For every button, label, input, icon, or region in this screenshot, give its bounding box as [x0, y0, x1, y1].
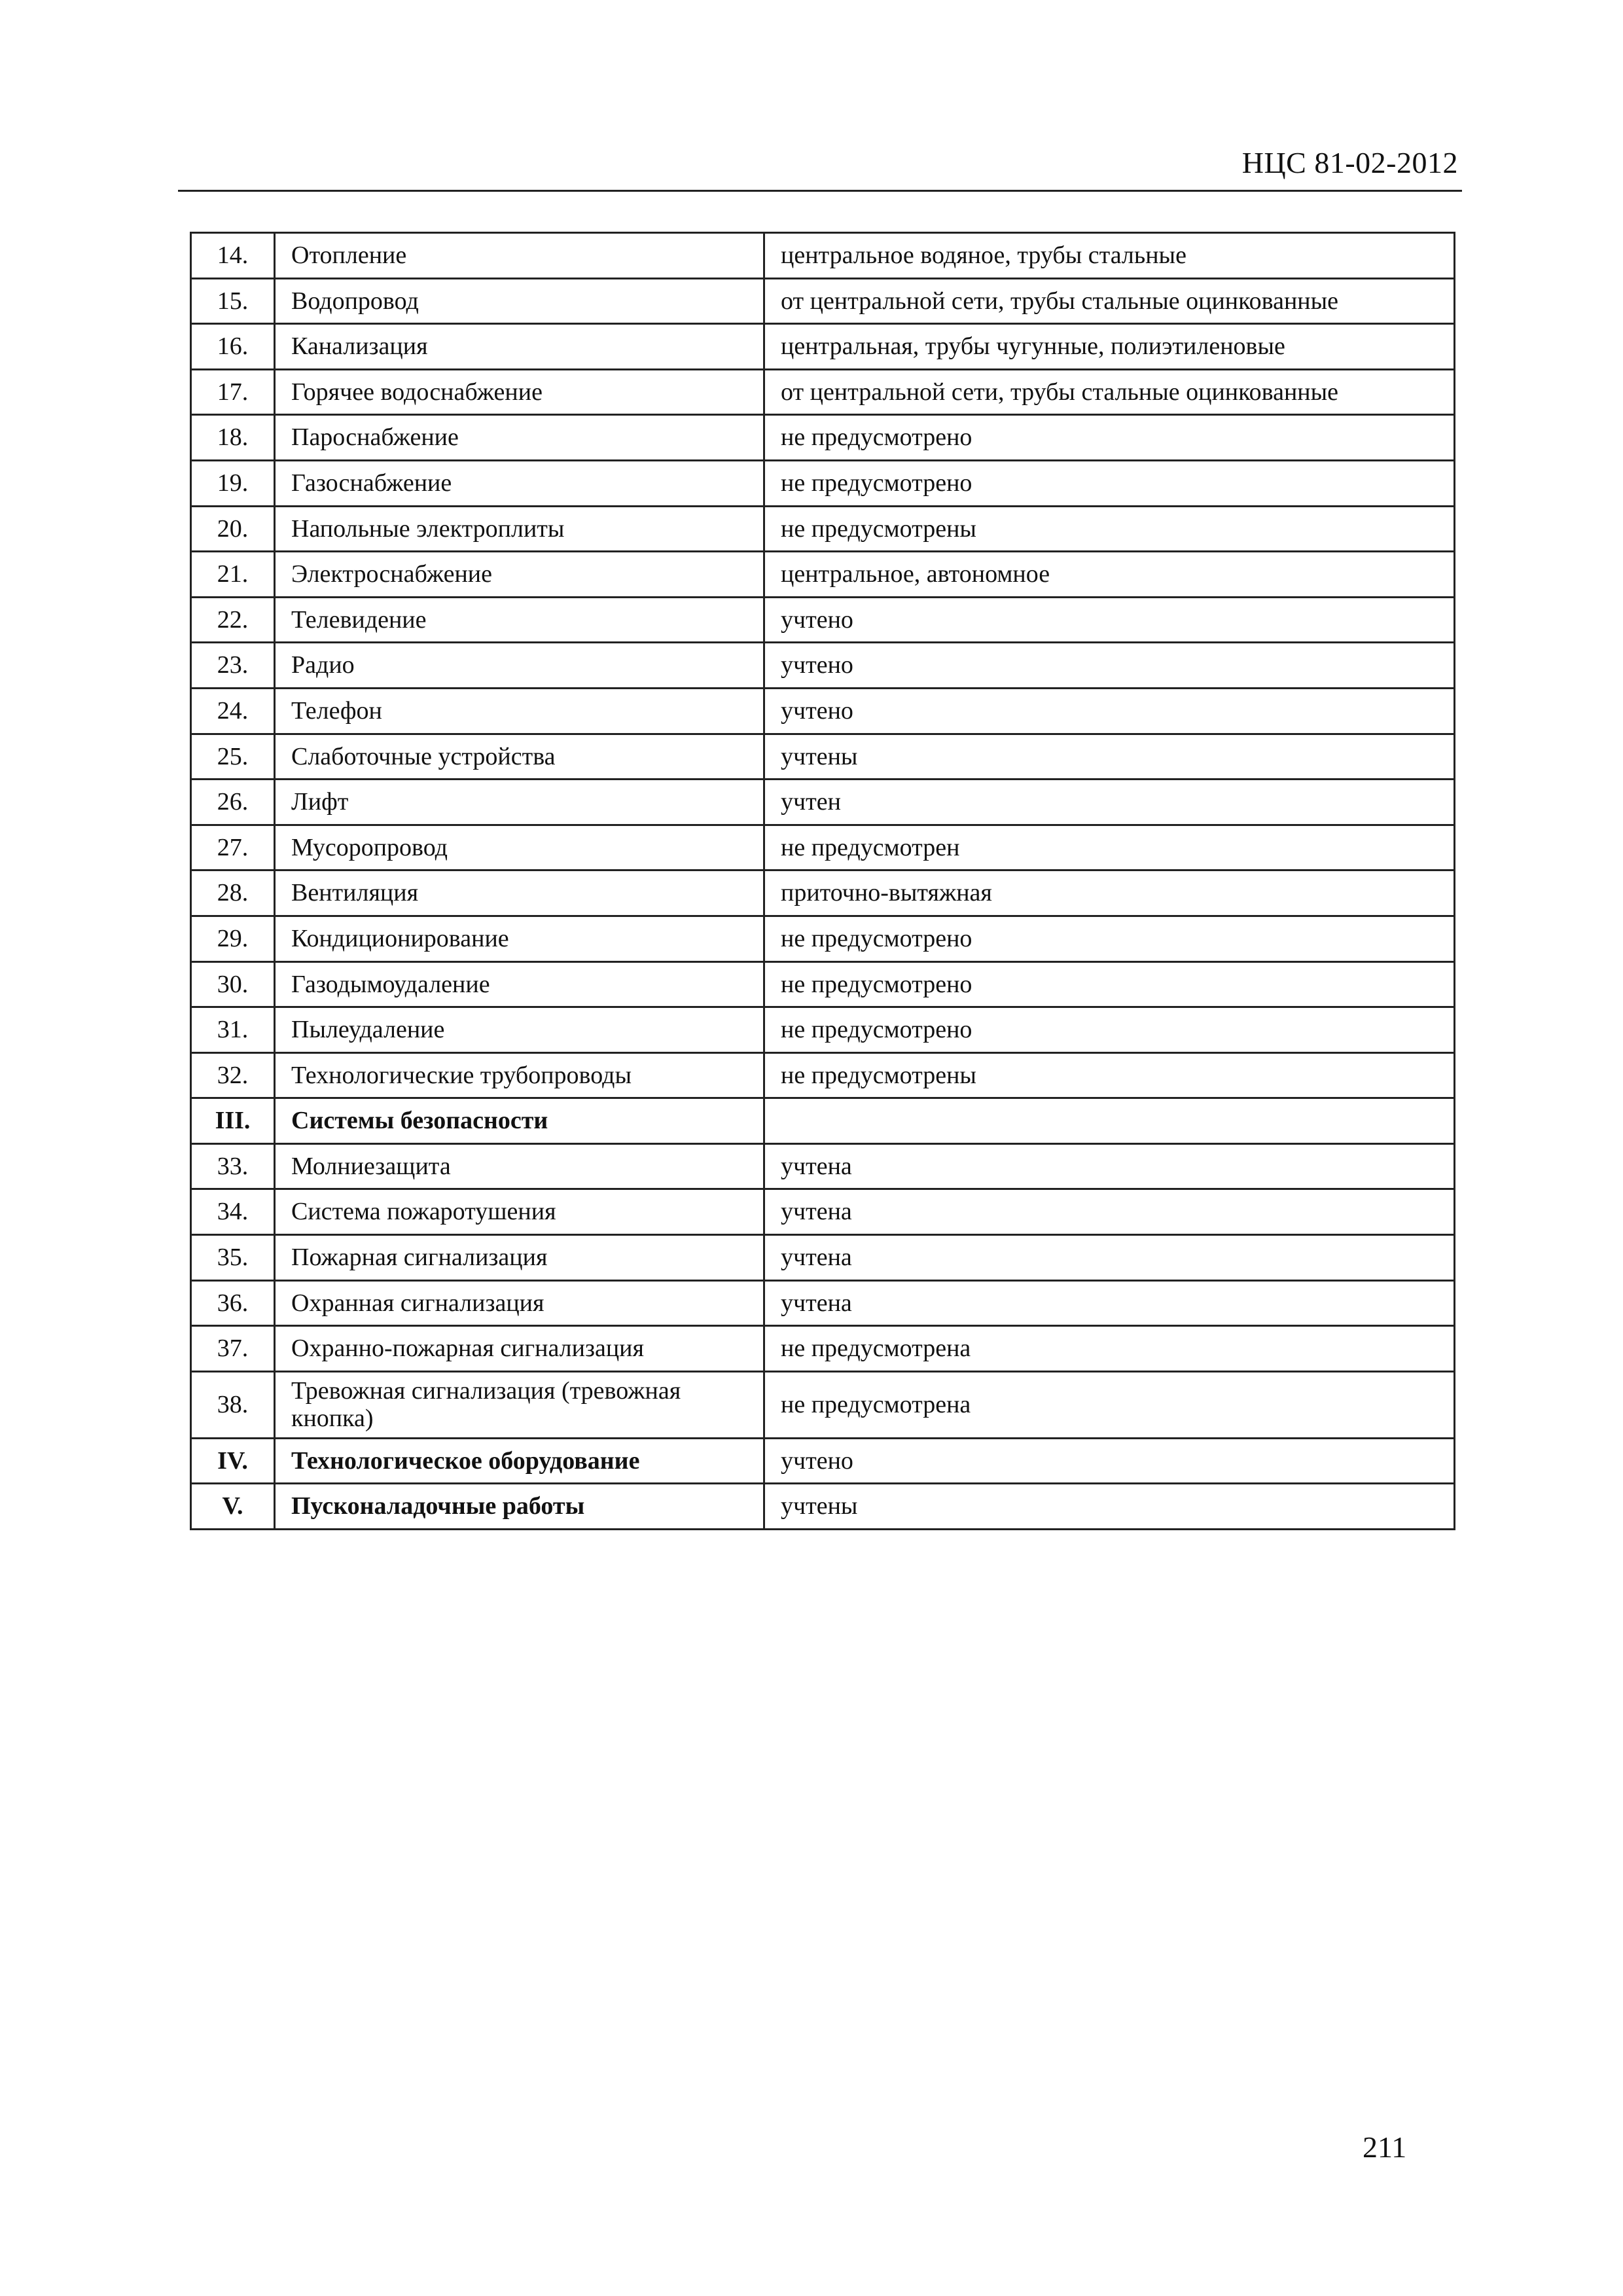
row-value-cell: центральное водяное, трубы стальные: [764, 233, 1455, 279]
row-value-cell: учтено: [764, 688, 1455, 734]
table-row: [191, 688, 1455, 734]
row-number-cell: 31.: [191, 1007, 275, 1053]
row-label-cell: Радио: [275, 643, 764, 689]
row-value-cell: не предусмотрено: [764, 415, 1455, 461]
table-row: [191, 1371, 1455, 1438]
page-number: 211: [1363, 2130, 1407, 2164]
row-value-cell: приточно-вытяжная: [764, 870, 1455, 916]
row-number-cell: 27.: [191, 825, 275, 870]
row-value-cell: центральная, трубы чугунные, полиэтиленовые: [764, 324, 1455, 370]
row-value-cell: учтена: [764, 1280, 1455, 1326]
table-row: [191, 324, 1455, 370]
row-label-cell: Системы безопасности: [275, 1098, 764, 1144]
row-value-cell: не предусмотрено: [764, 916, 1455, 961]
row-number-cell: 21.: [191, 552, 275, 598]
row-number-cell: 24.: [191, 688, 275, 734]
row-value-cell: центральное, автономное: [764, 552, 1455, 598]
row-label-cell: Водопровод: [275, 278, 764, 324]
table-row: [191, 278, 1455, 324]
row-label-cell: Лифт: [275, 780, 764, 825]
table-row: [191, 233, 1455, 279]
row-value-cell: учтена: [764, 1235, 1455, 1281]
row-number-cell: 23.: [191, 643, 275, 689]
row-label-cell: Напольные электроплиты: [275, 506, 764, 552]
table-row: [191, 643, 1455, 689]
section-row: [191, 1438, 1455, 1484]
table-row: [191, 780, 1455, 825]
row-label-cell: Слаботочные устройства: [275, 734, 764, 780]
row-number-cell: 32.: [191, 1052, 275, 1098]
table-row: [191, 870, 1455, 916]
row-number-cell: III.: [191, 1098, 275, 1144]
row-label-cell: Электроснабжение: [275, 552, 764, 598]
row-value-cell: учтен: [764, 780, 1455, 825]
row-label-cell: Молниезащита: [275, 1143, 764, 1189]
row-number-cell: 22.: [191, 597, 275, 643]
row-value-cell: не предусмотрена: [764, 1371, 1455, 1438]
header-rule: [178, 190, 1462, 192]
table-row: [191, 1189, 1455, 1235]
row-value-cell: не предусмотрена: [764, 1326, 1455, 1372]
row-number-cell: 34.: [191, 1189, 275, 1235]
row-label-cell: Пожарная сигнализация: [275, 1235, 764, 1281]
row-value-cell: учтены: [764, 734, 1455, 780]
table-row: [191, 961, 1455, 1007]
document-code: НЦС 81-02-2012: [1241, 146, 1458, 179]
row-value-cell: не предусмотрено: [764, 1007, 1455, 1053]
row-value-cell: учтено: [764, 1438, 1455, 1484]
row-label-cell: Мусоропровод: [275, 825, 764, 870]
row-value-cell: от центральной сети, трубы стальные оцинкованные: [764, 278, 1455, 324]
specifications-table-body: [191, 233, 1455, 1530]
row-number-cell: 17.: [191, 369, 275, 415]
table-row: [191, 460, 1455, 506]
row-number-cell: 28.: [191, 870, 275, 916]
row-label-cell: Охранная сигнализация: [275, 1280, 764, 1326]
row-number-cell: 29.: [191, 916, 275, 961]
row-label-cell: Кондиционирование: [275, 916, 764, 961]
row-value-cell: учтено: [764, 643, 1455, 689]
row-number-cell: 16.: [191, 324, 275, 370]
table-row: [191, 597, 1455, 643]
table-row: [191, 825, 1455, 870]
row-value-cell: не предусмотрено: [764, 460, 1455, 506]
table-row: [191, 916, 1455, 961]
row-number-cell: 35.: [191, 1235, 275, 1281]
row-value-cell: не предусмотрен: [764, 825, 1455, 870]
row-number-cell: IV.: [191, 1438, 275, 1484]
row-label-cell: Технологические трубопроводы: [275, 1052, 764, 1098]
row-label-cell: Пылеудаление: [275, 1007, 764, 1053]
section-row: [191, 1484, 1455, 1530]
table-row: [191, 1235, 1455, 1281]
row-label-cell: Пароснабжение: [275, 415, 764, 461]
row-label-cell: Охранно-пожарная сигнализация: [275, 1326, 764, 1372]
row-value-cell: учтена: [764, 1189, 1455, 1235]
row-label-cell: Телевидение: [275, 597, 764, 643]
row-value-cell: не предусмотрены: [764, 506, 1455, 552]
row-label-cell: Тревожная сигнализация (тревожная кнопка): [275, 1371, 764, 1438]
table-row: [191, 1052, 1455, 1098]
table-row: [191, 734, 1455, 780]
row-label-cell: Система пожаротушения: [275, 1189, 764, 1235]
row-label-cell: Газоснабжение: [275, 460, 764, 506]
row-label-cell: Горячее водоснабжение: [275, 369, 764, 415]
row-number-cell: 15.: [191, 278, 275, 324]
table-row: [191, 506, 1455, 552]
row-number-cell: 14.: [191, 233, 275, 279]
table-row: [191, 552, 1455, 598]
specifications-table: [190, 232, 1455, 1530]
row-label-cell: Газодымоудаление: [275, 961, 764, 1007]
row-label-cell: Пусконаладочные работы: [275, 1484, 764, 1530]
row-number-cell: 20.: [191, 506, 275, 552]
row-value-cell: учтена: [764, 1143, 1455, 1189]
row-number-cell: 26.: [191, 780, 275, 825]
row-label-cell: Технологическое оборудование: [275, 1438, 764, 1484]
table-row: [191, 369, 1455, 415]
row-number-cell: 38.: [191, 1371, 275, 1438]
row-number-cell: 18.: [191, 415, 275, 461]
table-row: [191, 1280, 1455, 1326]
row-value-cell: учтено: [764, 597, 1455, 643]
row-value-cell: не предусмотрены: [764, 1052, 1455, 1098]
row-label-cell: Канализация: [275, 324, 764, 370]
row-number-cell: 19.: [191, 460, 275, 506]
row-number-cell: 37.: [191, 1326, 275, 1372]
row-label-cell: Телефон: [275, 688, 764, 734]
row-value-cell: [764, 1098, 1455, 1144]
table-row: [191, 1007, 1455, 1053]
section-row: [191, 1098, 1455, 1144]
row-number-cell: V.: [191, 1484, 275, 1530]
row-number-cell: 25.: [191, 734, 275, 780]
row-label-cell: Вентиляция: [275, 870, 764, 916]
row-value-cell: от центральной сети, трубы стальные оцинкованные: [764, 369, 1455, 415]
table-row: [191, 1326, 1455, 1372]
row-label-cell: Отопление: [275, 233, 764, 279]
row-number-cell: 33.: [191, 1143, 275, 1189]
row-number-cell: 30.: [191, 961, 275, 1007]
table-row: [191, 1143, 1455, 1189]
row-value-cell: учтены: [764, 1484, 1455, 1530]
row-value-cell: не предусмотрено: [764, 961, 1455, 1007]
table-row: [191, 415, 1455, 461]
row-number-cell: 36.: [191, 1280, 275, 1326]
